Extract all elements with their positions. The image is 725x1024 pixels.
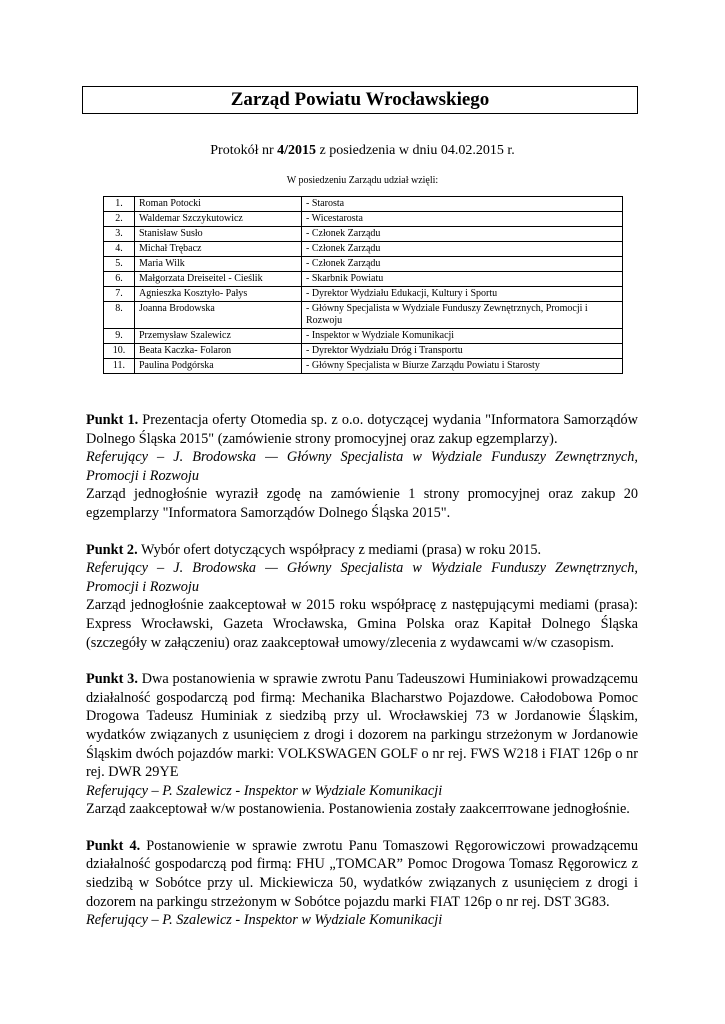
agenda-point-4 [86, 837, 638, 930]
protocol-suffix: z posiedzenia w dniu 04.02.2015 r. [316, 143, 515, 158]
agenda-point-1 [86, 411, 638, 523]
participant-name: Waldemar Szczykutowicz [135, 212, 302, 227]
table-row [104, 227, 623, 242]
point-text: Postanowienie w sprawie zwrotu Panu Tomaszowi Ręgorowiczowi prowadzącemu działalność gospodarczą pod firmą: FHU „TOMCAR” Pomoc Drogowa Tomasz Ręgorowicz z siedzibą w Sobótce przy ul. Mickiewicza 50, wydatków związanych z usunięciem z drogi i dozorem na parkingu strzeżonym w Sobótce pojazdu marki FIAT 126p o nr rej. DST 3G83. [86, 837, 638, 910]
table-row [104, 272, 623, 287]
protocol-line [0, 143, 725, 159]
point-text: Prezentacja oferty Otomedia sp. z o.o. dotyczącej wydania "Informatora Samorządów Dolnego Śląska 2015" (zamówienie strony promocyjnej oraz zakup egzemplarzy). [86, 412, 638, 447]
participant-name: Paulina Podgórska [135, 359, 302, 374]
row-number: 4. [104, 242, 135, 257]
point-label: Punkt 3. [86, 671, 138, 688]
point-decision: Zarząd jednogłośnie zaakceptował w 2015 roku współpracę z następującymi mediami (prasa): Express Wrocławski, Gazeta Wrocławska, Gmina Polska oraz Kapitał Dolnego Śląska (szczegóły w załączeniu) oraz zaakceptował umowy/zlecenia z wydawcami w/w czasopism. [86, 597, 638, 651]
participant-role: - Dyrektor Wydziału Dróg i Transportu [302, 344, 623, 359]
participant-name: Roman Potocki [135, 197, 302, 212]
row-number: 9. [104, 329, 135, 344]
participants-intro: W posiedzeniu Zarządu udział wzięli: [286, 175, 439, 186]
row-number: 3. [104, 227, 135, 242]
row-number: 11. [104, 359, 135, 374]
point-decision: Zarząd zaakceptował w/w postanowienia. Postanowienia zostały zaakcептowane jednogłośnie. [86, 801, 630, 818]
protocol-prefix: Protokół nr [210, 143, 278, 158]
participant-role: - Członek Zarządu [302, 257, 623, 272]
table-row [104, 212, 623, 227]
point-label: Punkt 4. [86, 837, 141, 854]
row-number: 7. [104, 287, 135, 302]
table-row [104, 287, 623, 302]
participant-role: - Członek Zarządu [302, 242, 623, 257]
participant-role: - Członek Zarządu [302, 227, 623, 242]
table-row [104, 329, 623, 344]
table-row [104, 344, 623, 359]
row-number: 6. [104, 272, 135, 287]
protocol-number: 4/2015 [277, 143, 317, 158]
point-description [86, 541, 638, 560]
participant-role: - Skarbnik Powiatu [302, 272, 623, 287]
table-row [104, 197, 623, 212]
table-row [104, 242, 623, 257]
point-label: Punkt 2. [86, 541, 138, 558]
participant-role: - Wicestarosta [302, 212, 623, 227]
participant-role: - Główny Specjalista w Wydziale Funduszy Zewnętrznych, Promocji i Rozwoju [302, 302, 623, 329]
point-label: Punkt 1. [86, 412, 139, 428]
participant-role: - Dyrektor Wydziału Edukacji, Kultury i Sportu [302, 287, 623, 302]
row-number: 10. [104, 344, 135, 359]
point-referent: Referujący – J. Brodowska — Główny Specjalista w Wydziale Funduszy Zewnętrznych, Promocji i Rozwoju [86, 449, 638, 484]
point-description [86, 411, 638, 448]
participant-role: - Inspektor w Wydziale Komunikacji [302, 329, 623, 344]
document-title: Zarząd Powiatu Wrocławskiego [230, 89, 490, 110]
point-text: Dwa postanowienia w sprawie zwrotu Panu Tadeuszowi Huminiakowi prowadzącemu działalność gospodarczą pod firmą: Mechanika Blacharstwo Pojazdowe. Całodobowa Pomoc Drogowa Tadeusz Huminiak z siedzibą przy ul. Wrocławskiej 73 w Jordanowie Śląskim, wydatków związanych z usunięciem z drogi i dozorem na parkingu strzeżonym w Jordanowie Śląskim dwóch pojazdów marki: VOLKSWAGEN GOLF o nr rej. FWS W218 i FIAT 126p o nr rej. DWR 29YE [86, 671, 638, 781]
table-row [104, 257, 623, 272]
point-description [86, 837, 638, 911]
agenda-point-3 [86, 670, 638, 819]
participant-name: Michał Trębacz [135, 242, 302, 257]
agenda-point-2 [86, 541, 638, 653]
point-text: Wybór ofert dotyczących współpracy z mediami (prasa) w roku 2015. [137, 541, 542, 558]
participant-role: - Główny Specjalista w Biurze Zarządu Powiatu i Starosty [302, 359, 623, 374]
point-decision: Zarząd jednogłośnie wyraził zgodę na zamówienie 1 strony promocyjnej oraz zakup 20 egzemplarzy "Informatora Samorządów Dolnego Śląska 2015". [86, 486, 638, 521]
point-description [86, 670, 638, 782]
participant-name: Agnieszka Kosztyło- Pałys [135, 287, 302, 302]
participant-name: Beata Kaczka- Folaron [135, 344, 302, 359]
point-referent: Referujący – P. Szalewicz - Inspektor w Wydziale Komunikacji [86, 782, 443, 799]
participant-name: Joanna Brodowska [135, 302, 302, 329]
participants-table [103, 196, 623, 374]
row-number: 8. [104, 302, 135, 329]
participant-name: Przemysław Szalewicz [135, 329, 302, 344]
document-title-box [82, 86, 638, 114]
row-number: 1. [104, 197, 135, 212]
row-number: 5. [104, 257, 135, 272]
agenda-content [86, 411, 638, 930]
point-referent: Referujący – P. Szalewicz - Inspektor w Wydziale Komunikacji [86, 912, 443, 929]
table-row [104, 359, 623, 374]
table-row [104, 302, 623, 329]
point-referent: Referujący – J. Brodowska — Główny Specjalista w Wydziale Funduszy Zewnętrznych, Promocji i Rozwoju [86, 560, 638, 595]
participant-role: - Starosta [302, 197, 623, 212]
participant-name: Stanisław Susło [135, 227, 302, 242]
participant-name: Maria Wilk [135, 257, 302, 272]
row-number: 2. [104, 212, 135, 227]
participant-name: Małgorzata Dreiseitel - Cieślik [135, 272, 302, 287]
